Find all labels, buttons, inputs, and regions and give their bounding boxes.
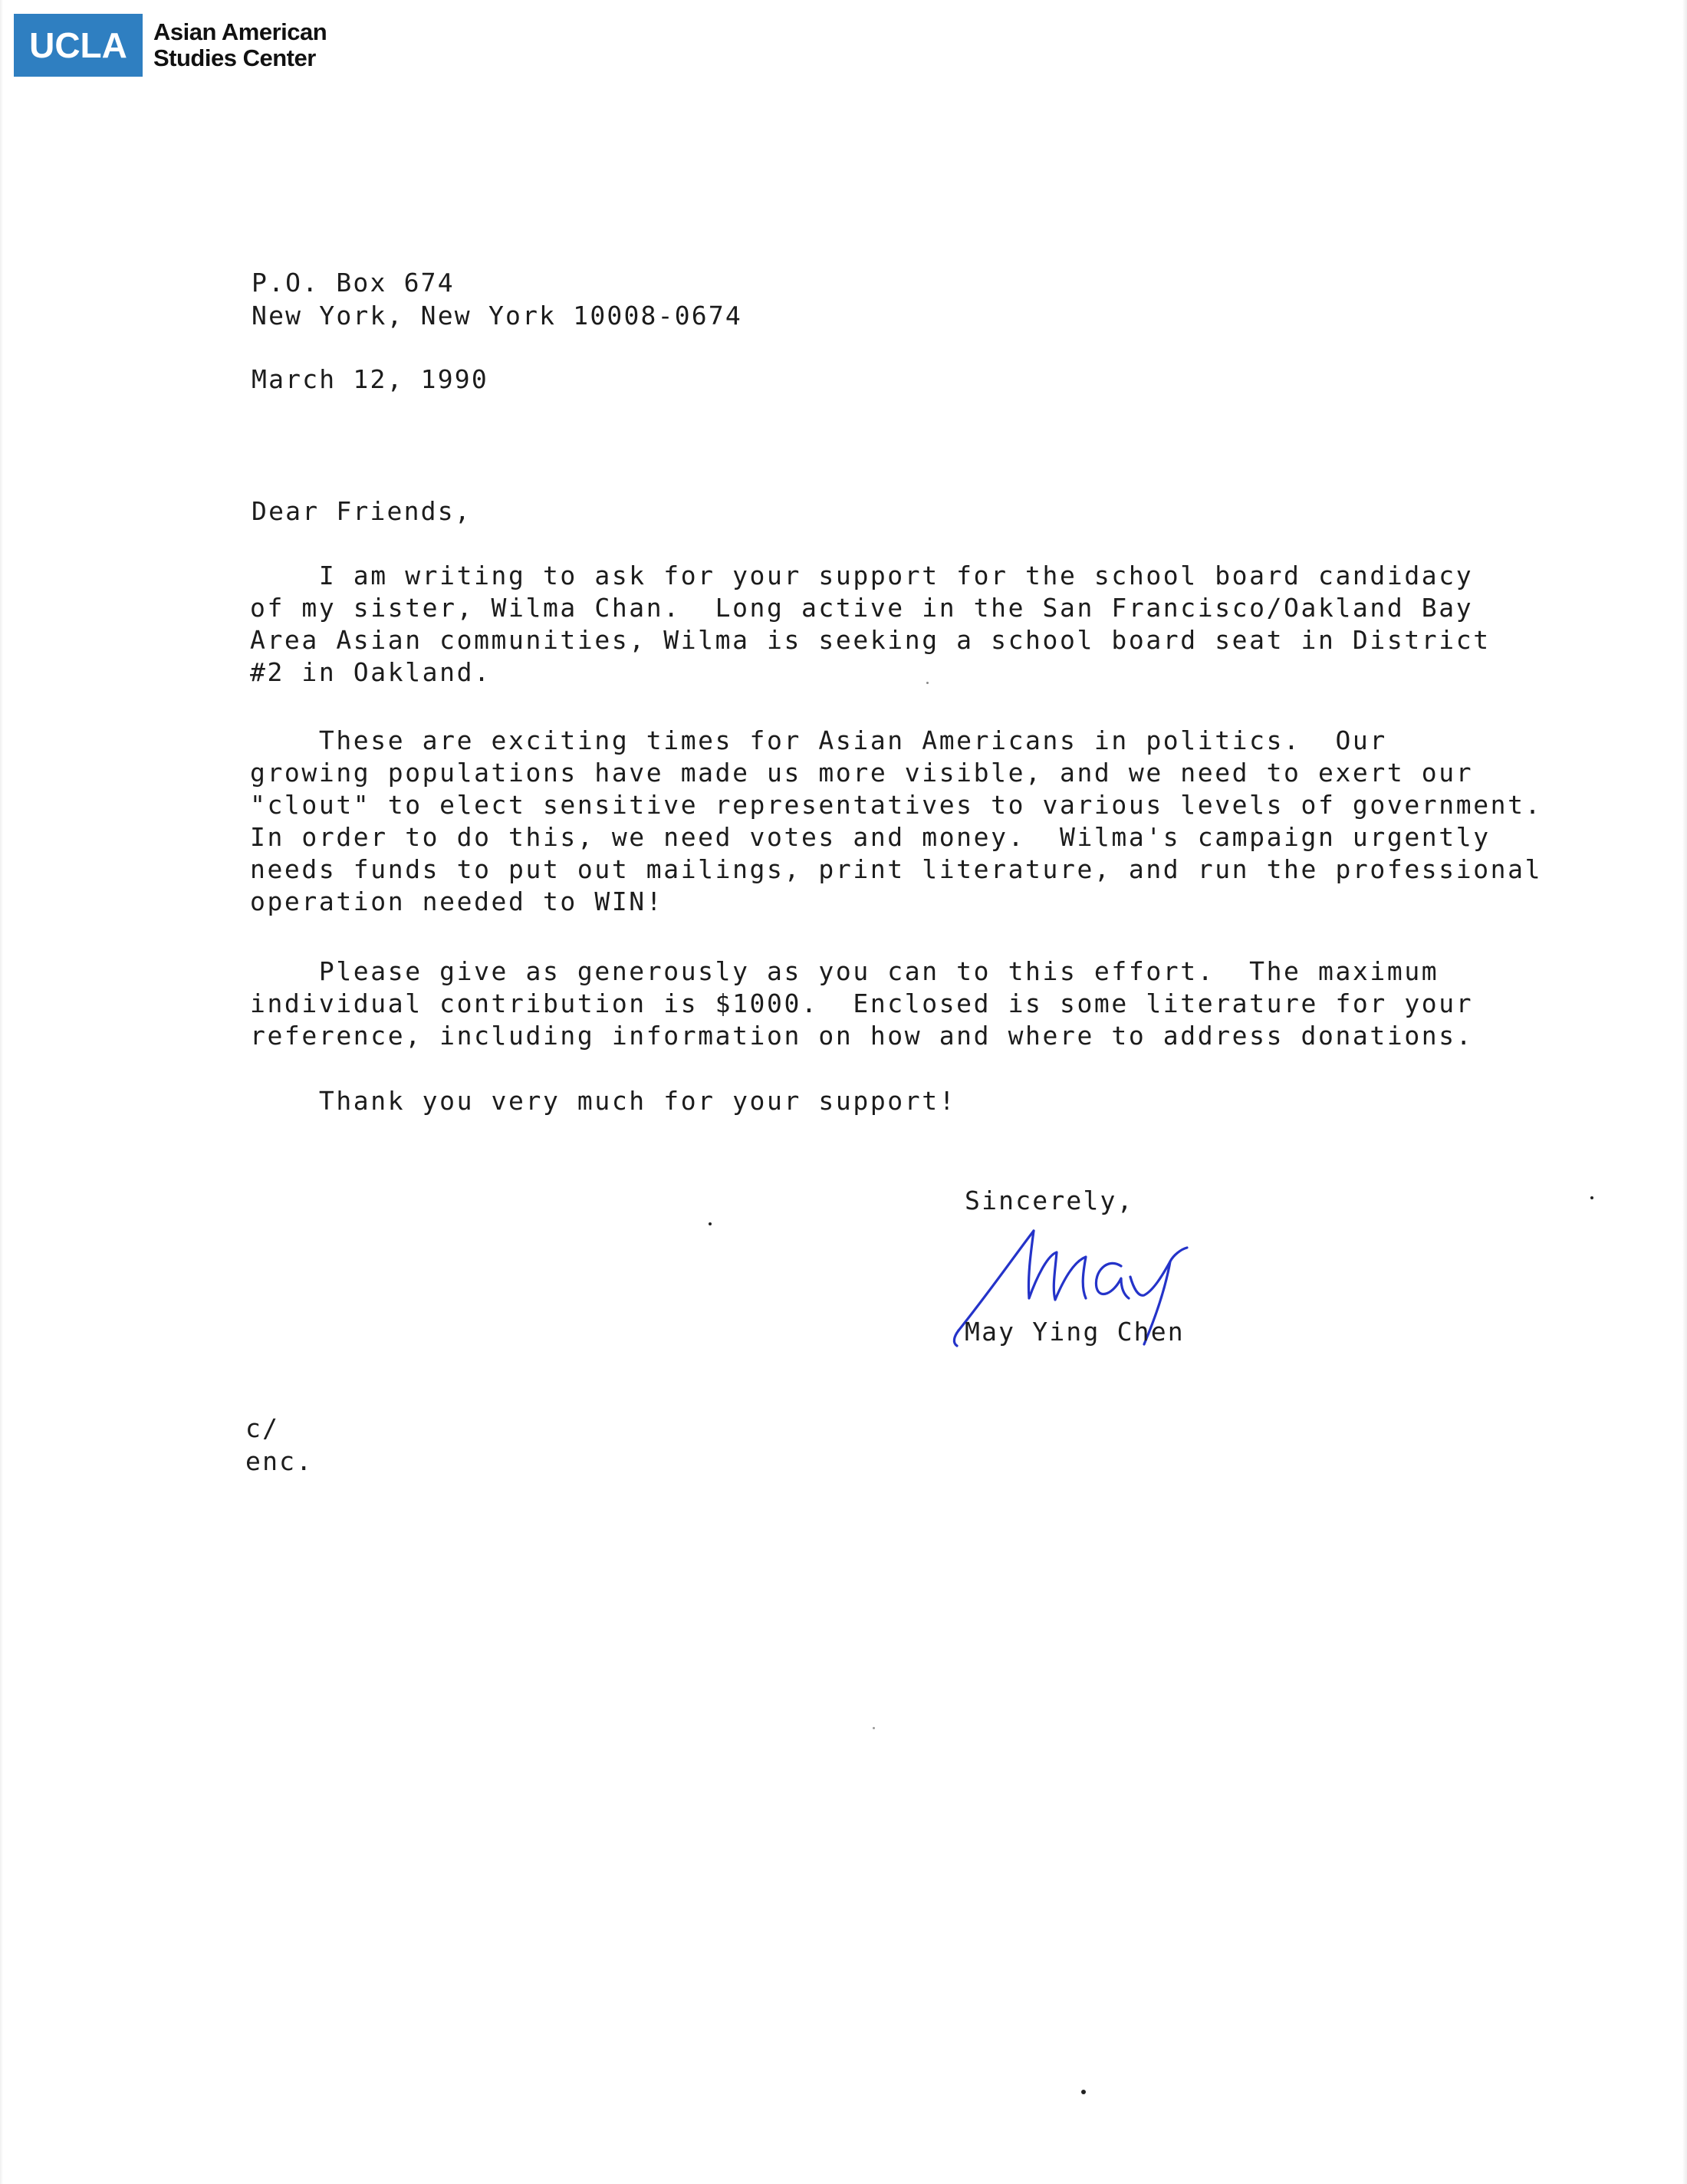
carbon-copy-notation: c/ <box>245 1413 280 1443</box>
closing: Sincerely, <box>965 1186 1134 1215</box>
center-name <box>153 19 327 71</box>
return-address-line2: New York, New York 10008-0674 <box>252 301 742 331</box>
body-paragraph-1: I am writing to ask for your support for the school board candidacy of my sister, Wilma Chan. Long active in the San Francisco/Oakland Bay Area Asian communities, Wilma is seeking a school board seat in District #2 in Oakland. <box>250 561 1491 687</box>
body-paragraph-2: These are exciting times for Asian Americans in politics. Our growing populations have made us more visible, and we need to exert our "clout" to elect sensitive representatives to various levels of government. In order to do this, we need votes and money. Wilma's campaign urgently needs funds to put out mailings, print literature, and run the professional operation needed to WIN! <box>250 725 1543 916</box>
ucla-aasc-logo <box>14 14 327 77</box>
scan-edge-right <box>1682 0 1687 2184</box>
scan-speck <box>926 682 929 684</box>
scan-speck <box>1590 1196 1593 1199</box>
body-paragraph-3: Please give as generously as you can to this effort. The maximum individual contribution is $1000. Enclosed is some literature for your reference, including information on how and where to address donations. <box>250 956 1474 1051</box>
scan-speck <box>1081 2090 1086 2094</box>
scan-edge-left <box>0 0 3 2184</box>
ucla-logo-mark: UCLA <box>14 14 143 77</box>
salutation: Dear Friends, <box>252 496 472 526</box>
signer-name: May Ying Chen <box>965 1317 1185 1347</box>
enclosure-notation: enc. <box>245 1446 314 1476</box>
return-address-line1: P.O. Box 674 <box>252 268 455 298</box>
scan-speck <box>709 1222 712 1225</box>
center-name-line1: Asian American <box>153 18 327 45</box>
center-name-line2: Studies Center <box>153 44 316 71</box>
body-paragraph-4: Thank you very much for your support! <box>250 1086 957 1116</box>
letter-date: March 12, 1990 <box>252 364 488 394</box>
scan-speck <box>873 1727 875 1729</box>
